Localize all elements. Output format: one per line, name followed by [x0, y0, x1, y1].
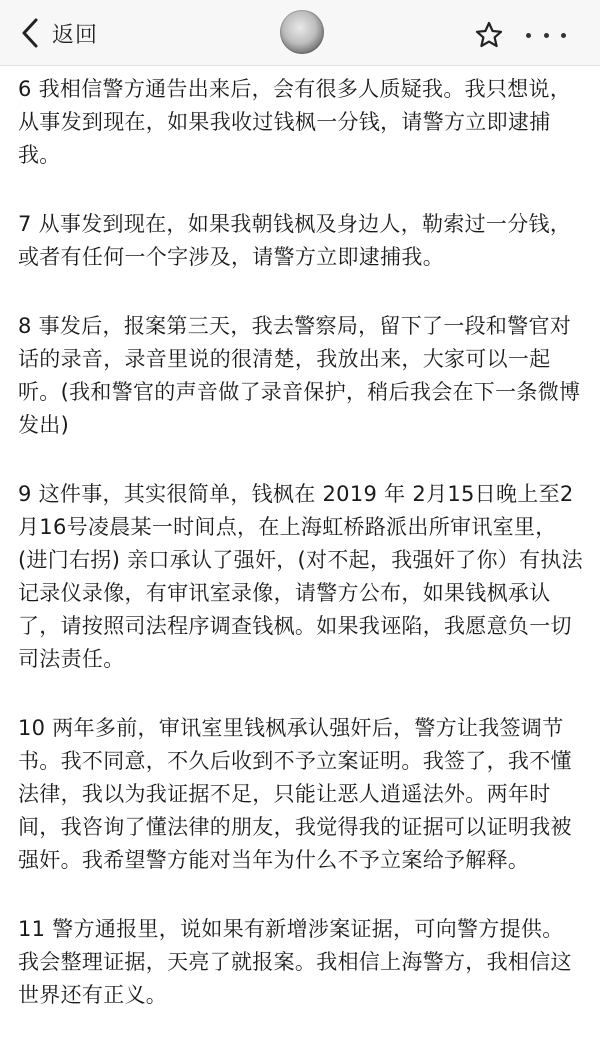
post-paragraph: 11 警方通报里，说如果有新增涉案证据，可向警方提供。我会整理证据，天亮了就报案。我相信上海警方，我相信这世界还有正义。 — [18, 917, 572, 1007]
post-paragraph: 8 事发后，报案第三天，我去警察局，留下了一段和警官对话的录音，录音里说的很清楚，我放出来，大家可以一起听。(我和警官的声音做了录音保护，稍后我会在下一条微博发出) — [18, 314, 581, 437]
post-paragraph: 7 从事发到现在，如果我朝钱枫及身边人，勒索过一分钱，或者有任何一个字涉及，请警方立即逮捕我。 — [18, 212, 572, 269]
star-outline-icon — [474, 35, 504, 54]
post-paragraph: 9 这件事，其实很简单，钱枫在 2019 年 2月15日晚上至2月16号凌晨某一时间点，在上海虹桥路派出所审讯室里，(进门右拐) 亲口承认了强奸，(对不起，我强奸了你）有执法记录仪录像，有审讯室录像，请警方公布，如果钱枫承认了，请按照司法程序调查钱枫。如果我诬陷，我愿意负一切司法责任。 — [18, 482, 583, 671]
post-body — [18, 73, 584, 1048]
more-dot — [561, 33, 566, 38]
post-paragraph: 6 我相信警方通告出来后，会有很多人质疑我。我只想说，从事发到现在，如果我收过钱枫一分钱，请警方立即逮捕我。 — [18, 77, 572, 167]
avatar[interactable] — [280, 10, 324, 54]
chevron-left-icon — [18, 14, 44, 52]
top-navigation-bar — [0, 0, 600, 66]
back-label: 返回 — [52, 22, 99, 48]
more-options-button[interactable] — [526, 20, 566, 50]
favorite-button[interactable] — [474, 20, 504, 50]
post-paragraph: 10 两年多前，审讯室里钱枫承认强奸后，警方让我签调节书。我不同意，不久后收到不予立案证明。我签了，我不懂法律，我以为我证据不足，只能让恶人逍遥法外。两年时间，我咨询了懂法律的朋友，我觉得我的证据可以证明我被强奸。我希望警方能对当年为什么不予立案给予解释。 — [18, 716, 572, 872]
more-dot — [544, 33, 549, 38]
more-dot — [526, 33, 531, 38]
back-button[interactable] — [18, 14, 98, 52]
